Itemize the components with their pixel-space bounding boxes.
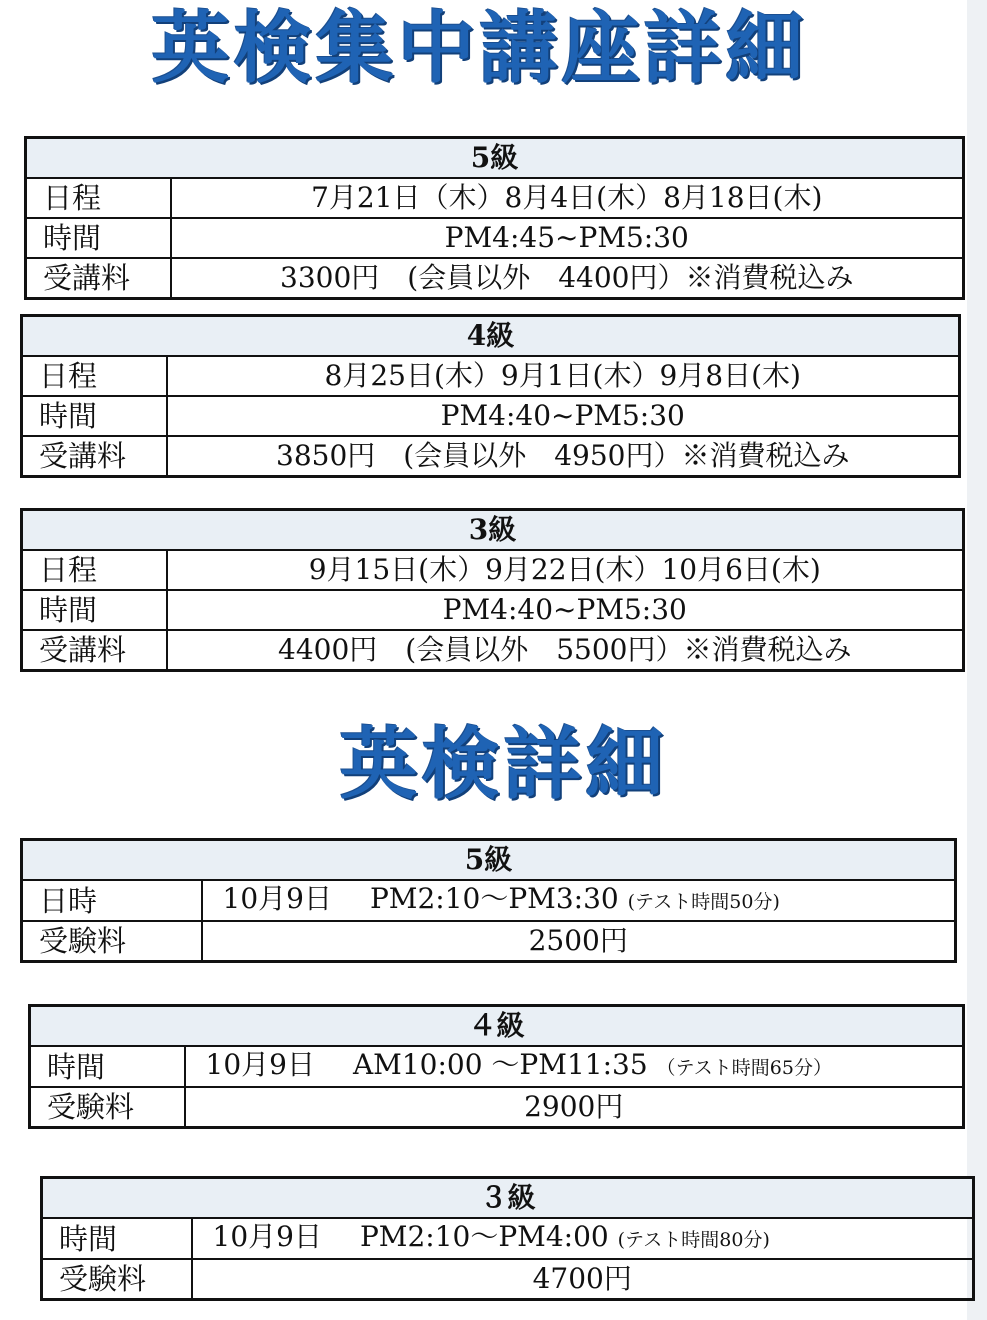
exam-grade5-header: 5級 [22, 840, 956, 881]
course-grade3-header: 3級 [22, 510, 964, 551]
exam-grade3-datetime-value [192, 1218, 974, 1259]
page-edge-strip [967, 0, 987, 1320]
course-grade4-fee-label: 受講料 [22, 436, 167, 477]
exam-grade4-fee-label: 受験料 [30, 1087, 185, 1128]
exam-grade3-fee-label: 受験料 [42, 1259, 192, 1300]
exam-grade4-date: 10月9日 [205, 1048, 315, 1081]
exam-grade5-date: 10月9日 [222, 882, 332, 915]
course-grade5-schedule-value: 7月21日（木）8月4日(木）8月18日(木) [171, 178, 964, 218]
course-grade4-fee-value: 3850円 (会員以外 4950円）※消費税込み [167, 436, 960, 477]
course-table-grade3 [20, 508, 965, 672]
exam-grade5-fee-value: 2500円 [202, 921, 956, 962]
course-grade5-schedule-label: 日程 [26, 178, 171, 218]
course-grade5-fee-value: 3300円 (会員以外 4400円）※消費税込み [171, 258, 964, 299]
course-grade4-schedule-value: 8月25日(木）9月1日(木）9月8日(木) [167, 356, 960, 396]
course-grade5-time-label: 時間 [26, 218, 171, 258]
course-grade4-header: 4級 [22, 316, 960, 357]
course-grade4-time-value: PM4:40~PM5:30 [167, 396, 960, 436]
course-grade4-time-label: 時間 [22, 396, 167, 436]
exam-grade4-duration-note: （テスト時間65分） [656, 1057, 832, 1079]
exam-table-grade3 [40, 1176, 975, 1301]
exam-grade3-date: 10月9日 [212, 1220, 322, 1253]
exam-grade5-datetime-label: 日時 [22, 880, 202, 921]
exam-grade5-duration-note: (テスト時間50分) [627, 891, 780, 913]
exam-grade4-fee-value: 2900円 [185, 1087, 964, 1128]
exam-table-grade5 [20, 838, 957, 963]
course-grade3-fee-value: 4400円 (会員以外 5500円）※消費税込み [167, 630, 964, 671]
course-table-grade4 [20, 314, 961, 478]
exam-grade5-time: PM2:10〜PM3:30 [369, 882, 619, 915]
exam-grade3-time-label: 時間 [42, 1218, 192, 1259]
exam-table-grade4 [28, 1004, 965, 1129]
exam-grade4-datetime-value [185, 1046, 964, 1087]
exam-grade3-duration-note: (テスト時間80分) [617, 1229, 770, 1251]
exam-grade3-header: ３級 [42, 1178, 974, 1219]
course-grade3-time-value: PM4:40~PM5:30 [167, 590, 964, 630]
exam-title: 英検詳細 [339, 720, 668, 810]
course-grade3-schedule-value: 9月15日(木）9月22日(木）10月6日(木) [167, 550, 964, 590]
course-grade5-time-value: PM4:45~PM5:30 [171, 218, 964, 258]
course-table-grade5 [24, 136, 965, 300]
exam-grade4-header: ４級 [30, 1006, 964, 1047]
exam-grade5-datetime-value [202, 880, 956, 921]
course-grade5-fee-label: 受講料 [26, 258, 171, 299]
exam-grade3-fee-value: 4700円 [192, 1259, 974, 1300]
course-grade5-header: 5級 [26, 138, 964, 179]
course-grade4-schedule-label: 日程 [22, 356, 167, 396]
course-title: 英検集中講座詳細 [151, 4, 808, 94]
exam-grade3-time: PM2:10〜PM4:00 [359, 1220, 609, 1253]
exam-grade4-time-label: 時間 [30, 1046, 185, 1087]
exam-grade5-fee-label: 受験料 [22, 921, 202, 962]
course-grade3-schedule-label: 日程 [22, 550, 167, 590]
exam-grade4-time: AM10:00 〜PM11:35 [352, 1048, 648, 1081]
course-grade3-time-label: 時間 [22, 590, 167, 630]
course-grade3-fee-label: 受講料 [22, 630, 167, 671]
